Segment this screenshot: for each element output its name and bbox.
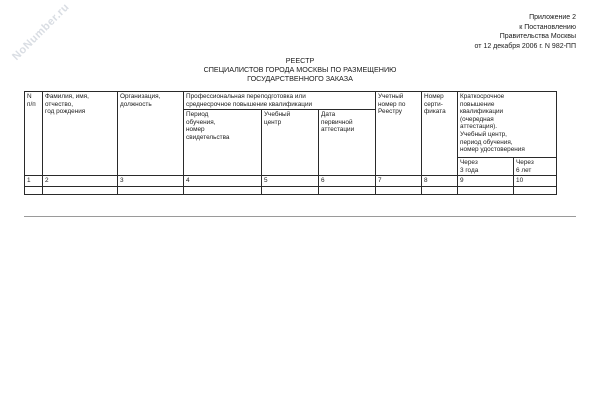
column-number-cell: 5 xyxy=(262,176,319,187)
column-number-cell: 3 xyxy=(118,176,184,187)
header-text-line: повышение xyxy=(460,100,495,108)
header-organization xyxy=(118,92,184,176)
document-title xyxy=(0,56,600,83)
header-text-line: отчество, xyxy=(45,100,73,108)
header-text-line: Период xyxy=(186,111,209,119)
header-short-term-training xyxy=(458,92,557,158)
column-number-cell: 7 xyxy=(376,176,422,187)
header-registry-number xyxy=(376,92,422,176)
header-text-line: среднесрочное повышение квалификации xyxy=(186,100,313,108)
watermark: NoNumber.ru xyxy=(10,1,72,63)
header-text-line: Организация, xyxy=(120,93,161,100)
column-number-cell: 10 xyxy=(514,176,557,187)
column-number-cell: 1 xyxy=(25,176,43,187)
header-text-line: первичной xyxy=(321,118,353,126)
empty-cell xyxy=(262,186,319,194)
empty-cell xyxy=(514,186,557,194)
header-certificate-number xyxy=(422,92,458,176)
header-text-line: свидетельства xyxy=(186,133,230,141)
column-number-cell: 2 xyxy=(43,176,118,187)
appendix-line: Приложение 2 xyxy=(529,14,576,21)
appendix-reference xyxy=(475,13,576,51)
empty-cell xyxy=(422,186,458,194)
column-number-cell: 8 xyxy=(422,176,458,187)
empty-cell xyxy=(458,186,514,194)
title-line: РЕЕСТР xyxy=(285,56,315,65)
header-row-number xyxy=(25,92,43,176)
header-text-line: квалификации xyxy=(460,108,504,116)
title-line: ГОСУДАРСТВЕННОГО ЗАКАЗА xyxy=(247,74,353,83)
header-after-6-years xyxy=(514,158,557,176)
header-text-line: аттестации xyxy=(321,126,355,134)
header-text-line: серти- xyxy=(424,100,443,108)
header-text-line: номер xyxy=(186,126,205,134)
header-text-line: Через xyxy=(460,159,478,167)
header-text-line: Профессиональная переподготовка или xyxy=(186,93,306,100)
column-number-cell: 9 xyxy=(458,176,514,187)
empty-cell xyxy=(25,186,43,194)
header-text-line: центр xyxy=(264,118,282,126)
header-text-line: Краткосрочное xyxy=(460,93,505,100)
header-text-line: N xyxy=(27,93,32,100)
header-text-line: п/п xyxy=(27,100,36,108)
header-text-line: Реестру xyxy=(378,108,402,116)
empty-cell xyxy=(376,186,422,194)
header-full-name xyxy=(43,92,118,176)
header-text-line: номер по xyxy=(378,100,406,108)
header-text-line: Учебный xyxy=(264,111,291,119)
header-training-center xyxy=(262,110,319,176)
empty-cell xyxy=(319,186,376,194)
header-text-line: (очередная xyxy=(460,115,494,123)
header-text-line: Фамилия, имя, xyxy=(45,93,89,100)
empty-cell xyxy=(43,186,118,194)
header-text-line: год рождения xyxy=(45,108,86,116)
header-professional-training xyxy=(184,92,376,110)
header-text-line: Учебный центр, xyxy=(460,130,507,138)
title-line: СПЕЦИАЛИСТОВ ГОРОДА МОСКВЫ ПО РАЗМЕЩЕНИЮ xyxy=(203,65,397,74)
header-training-period xyxy=(184,110,262,176)
empty-cell xyxy=(184,186,262,194)
appendix-line: от 12 декабря 2006 г. N 982-ПП xyxy=(474,42,576,50)
header-text-line: аттестация). xyxy=(460,123,497,131)
header-text-line: 6 лет xyxy=(516,166,532,174)
page-divider xyxy=(24,216,576,217)
header-text-line: Через xyxy=(516,159,534,167)
header-text-line: должность xyxy=(120,100,152,108)
appendix-line: к Постановлению xyxy=(519,23,576,31)
header-text-line: Номер xyxy=(424,93,444,100)
column-number-cell: 4 xyxy=(184,176,262,187)
header-certification-date xyxy=(319,110,376,176)
column-number-cell: 6 xyxy=(319,176,376,187)
header-after-3-years xyxy=(458,158,514,176)
header-text-line: обучения, xyxy=(186,118,216,126)
header-text-line: номер удостоверения xyxy=(460,146,525,154)
registry-table xyxy=(24,91,557,195)
header-text-line: период обучения, xyxy=(460,138,513,146)
empty-cell xyxy=(118,186,184,194)
header-text-line: 3 года xyxy=(460,166,479,174)
header-text-line: Дата xyxy=(321,111,336,119)
header-text-line: фиката xyxy=(424,108,446,116)
header-text-line: Учетный xyxy=(378,93,404,100)
appendix-line: Правительства Москвы xyxy=(499,33,576,40)
